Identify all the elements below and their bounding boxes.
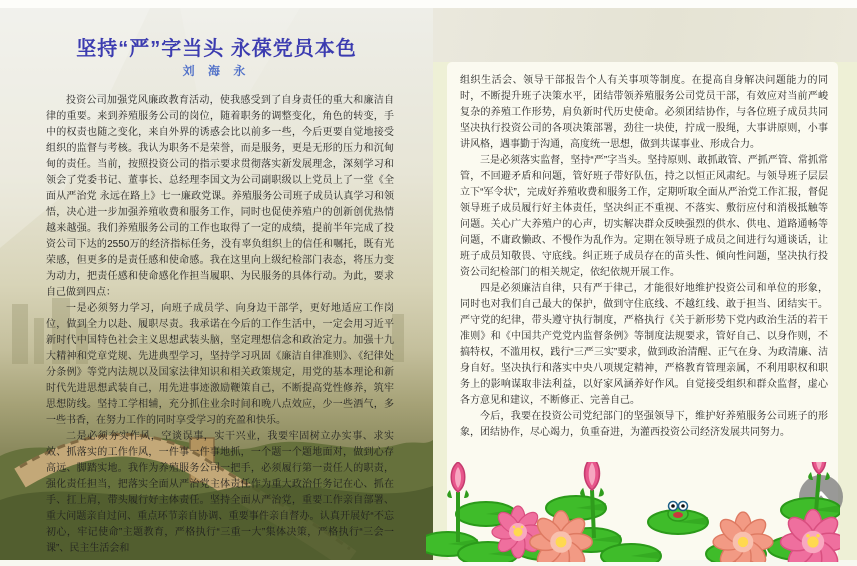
- page-top-background: [433, 8, 857, 62]
- page-right: [447, 62, 838, 560]
- page-left: [0, 8, 433, 560]
- article-paragraph: 三是必须落实监督，坚持“严”字当头。坚持原则、敢抓敢管、严抓严管、常抓常管，不回避矛盾和问题，管好班子带好队伍，持之以恒正风肃纪。与领导班子层层立下“军令状”，完成好养殖收费和服务工作，定期听取全面从严治党工作汇报，督促领导班子成员履行好主体责任，坚决纠正不重视、不落实、敷衍应付和消极抵触等问题。关心广大养殖户的心声，切实解决群众反映强烈的供水、供电、道路通畅等问题，不庸政懒政、不慢作为乱作为。定期在领导班子成员之间进行勾通谈话，让班子成员知敬畏、守底线。纠正班子成员存在的苗头性、倾向性问题，坚决执行投资公司纪检部门的相关规定，依纪依规开展工作。: [460, 155, 828, 278]
- right-page-text: [460, 73, 828, 441]
- scroll-to-top-button[interactable]: [799, 475, 843, 519]
- chevron-up-icon: [806, 482, 836, 512]
- article-paragraph: 二是必须夯实作风，空谈误事，实干兴业，我要牢固树立办实事、求实效、抓落实的工作作风，一件事一件事地抓，一个题一个题地面对，做到心存高远、脚踏实地。我作为养殖服务公司一把手，必须履行第一责任人的职责，强化责任担当，把落实全面从严治党主体责任作为重大政治任务记在心、抓在手、扛上肩，带头履行好主体责任。坚持全面从严治党，重要工作亲自部署、重大问题亲自过问、重点环节亲自协调、重要事件亲自督办。认真开展好“不忘初心，牢记使命”主题教育，严格执行“三重一大”集体决策，严格执行“三会一课”、民主生活会和: [46, 431, 394, 554]
- article-paragraph: 四是必须廉洁自律，只有严于律己，才能很好地维护投资公司和单位的形象，同时也对我们自己最大的保护，做到守住底线、不越红线、敢于担当、团结实干。严守党的纪律，带头遵守执行制度，严格执行《关于新形势下党内政治生活的若干准则》和《中国共产党党内监督条例》等制度法规要求，管好自己、以身作则，不搞特权，不滥用权，践行“三严三实”要求，做到政治清醒、正气在身、为政清廉、洁身自好。坚决执行和落实中央八项规定精神，严格教育管理亲属，不利用职权和职务上的影响谋取非法利益，以好家风涵养好作风。自觉接受组织和群众监督，虚心各方意见和建议，不断修正、完善自己。: [460, 283, 828, 406]
- article-paragraph: 组织生活会、领导干部报告个人有关事项等制度。在提高自身解决问题能力的同时，不断提升班子决策水平，团结带领养殖服务公司党员干部，有效应对当前严峻复杂的养殖工作形势，肩负新时代历史使命。必须团结协作，与各位班子成员共同坚决执行投资公司的各项决策部署，劲往一块使，拧成一股绳，大事讲原则，小事讲风格，遇事勤于沟通，高度统一思想，做到共谋事业、形成合力。: [460, 75, 828, 150]
- article-author: 刘 海 永: [182, 64, 251, 78]
- bottom-margin-strip: [0, 560, 857, 566]
- top-margin-strip: [0, 0, 857, 8]
- article-paragraph: 一是必须努力学习，向班子成员学、向身边干部学，更好地适应工作岗位，做到全力以赴、履职尽责。我承诺在今后的工作生活中，一定会用习近平新时代中国特色社会主义思想武装头脑，坚定理想信念和政治定力。加强十九大精神和党章党规、先进典型学习，坚持学习巩固《廉洁自律准则》、《纪律处分条例》等党内法规以及国家法律知识和相关政策规定，用党的基本理论和新时代先进思想武装自己，用先进事迹激励鞭策自己，不断提高党性修养，筑牢思想防线。坚持工学相辅，充分抓住业余时间和晚八点效应，少一些酒气，多一些书香，在努力工作的同时享受学习的充盈和快乐。: [46, 303, 394, 426]
- article-title: 坚持“严”字当头 永葆党员本色: [76, 38, 357, 60]
- article-paragraph: 投资公司加强党风廉政教育活动，使我感受到了自身责任的重大和廉洁自律的重要。来到养殖服务公司的岗位，随着职务的调整变化，角色的转变，手中的权责也随之变化，来自外界的诱惑会比以前多一些，今后更要自觉地接受组织的监督与考核。我认为职务不是荣誉，而是服务，更是无形的压力和沉甸甸的责任。当前，按照投资公司的指示要求贯彻落实新发展理念，深刻学习和领会了党委书记、董事长、总经理李国文为公司副职级以上党员上了一堂《全面从严治党 永远在路上》七一廉政党课。养殖服务公司班子成员认真学习和领悟，决心进一步加强养殖收费和服务工作，同时也促使养殖户的创新创优热情越来越强。我们养殖服务公司的工作也取得了一定的成绩，提前半年完成了投资公司下达的2550万的经济指标任务，没有辜负组织上的信任和嘱托，既有光荣感，但更多的是责任感和使命感。我在这里向上级纪检部门表态，将压力变为动力，把责任感和使命感化作担当履职、为民服务的具体行动。为此，要求自己做到四点：: [46, 95, 394, 298]
- article-paragraph: 今后，我要在投资公司党纪部门的坚强领导下，维护好养殖服务公司班子的形象，团结协作，尽心竭力，负重奋进，为灌西投资公司经济发展共同努力。: [460, 411, 828, 438]
- left-page-text: [46, 93, 394, 557]
